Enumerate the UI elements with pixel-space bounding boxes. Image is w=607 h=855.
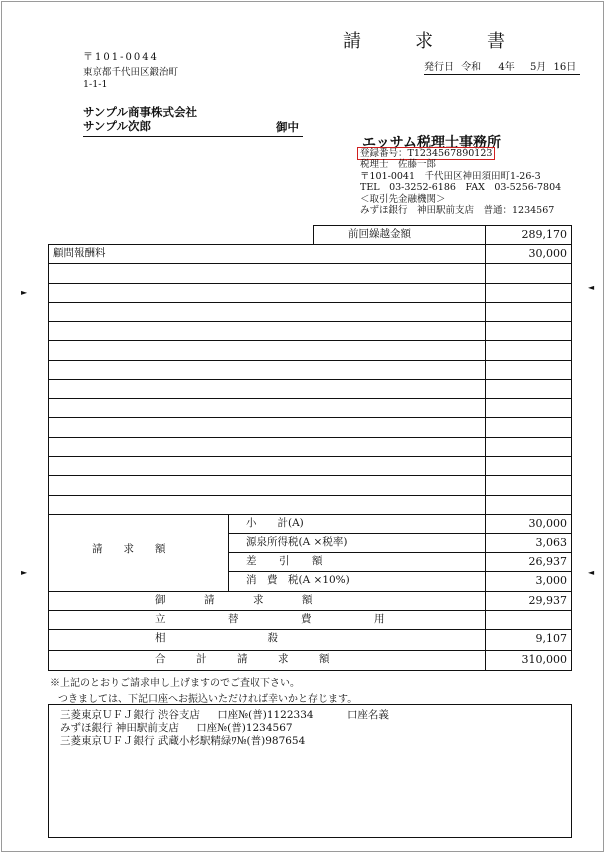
table-grid-line [48,495,572,496]
recipient-person: サンプル次郎 [83,119,151,133]
billing-label: 請 求 額 [92,543,166,555]
recipient-block [83,105,197,133]
recipient-postal: 〒101-0044 [83,52,159,63]
issue-year: 4年 [498,62,515,73]
issuer-bank: みずほ銀行 神田駅前支店 普通：1234567 [360,205,555,216]
issuer-contact: TEL 03-3252-6186 FAX 03-5256-7804 [360,182,562,193]
recipient-company: サンプル商事株式会社 [83,105,197,119]
bank-row-1-bank: 三菱東京ＵＦＪ銀行 渋谷支店 [60,709,200,721]
bank-row-2-account: 口座№(普)1234567 [196,722,293,734]
offset-value: 9,107 [535,632,567,645]
note-line2: つきましては、下記口座へお振込いただければ幸いかと存じます。 [58,694,358,705]
issue-label: 発行日 [424,62,454,73]
total-label: 合 計 請 求 額 [155,653,340,665]
tax-value: 3,000 [535,574,567,587]
table-grid-line [48,456,572,457]
left-marker-bottom: ► [21,568,28,577]
subtotal-label: 小 計(A) [246,517,304,529]
issue-month: 5月 [529,62,547,73]
issuer-info [360,159,561,217]
table-grid-line [48,417,572,418]
carryover-label: 前回繰越金額 [348,228,411,240]
table-grid-line [48,340,572,341]
table-grid-line [48,321,572,322]
table-grid-line [48,398,572,399]
issuer-bank-heading: ＜取引先金融機関＞ [360,193,446,205]
table-grid-line [48,379,572,380]
bank-row-2-bank: みずほ銀行 神田駅前支店 [60,722,179,734]
document-title: 請 求 書 [343,31,523,52]
issue-era: 令和 [461,62,482,73]
issue-date [424,58,580,75]
item-value: 30,000 [528,247,567,260]
recipient-address-line2: 1-1-1 [83,79,108,90]
invoice-value: 29,937 [528,594,567,607]
table-grid-line [48,360,572,361]
recipient-underline [83,136,303,137]
advance-label: 立 替 費 用 [155,613,411,625]
bank-row-1-account: 口座№(普)1122334 [217,709,314,721]
right-marker-bottom: ◄ [588,568,595,577]
diff-value: 26,937 [528,555,567,568]
table-grid-line [48,302,572,303]
total-value: 310,000 [521,653,567,666]
table-grid-line [48,437,572,438]
table-grid-line [48,283,572,284]
note-line1: ※上記のとおりご請求申し上げますのでご査収下さい。 [50,678,300,689]
issuer-person: 税理士 佐藤一郎 [360,159,437,170]
issue-day: 16日 [553,62,577,73]
diff-label: 差 引 額 [246,555,329,567]
tax-label: 消 費 税(A ×10%) [246,574,350,586]
table-grid-line [48,263,572,264]
invoice-label: 御 請 求 額 [155,594,327,606]
bank-row-1-name-label: 口座名義 [346,709,389,721]
subtotal-value: 30,000 [528,517,567,530]
withholding-label: 源泉所得税(A ×税率) [246,536,348,548]
bank-accounts [60,709,389,748]
bank-row-2 [60,722,389,735]
issuer-office: エッサム税理士事務所 [362,135,502,151]
advance-value [486,610,567,629]
recipient-address [83,67,178,91]
carryover-value: 289,170 [521,228,567,241]
item-label: 顧問報酬料 [53,247,106,259]
recipient-honorific: 御中 [276,120,299,134]
bank-row-1 [60,709,389,722]
right-marker-top: ◄ [588,283,595,292]
registration-number: 登録番号：T1234567890123 [357,147,495,160]
offset-label: 相 殺 [155,632,290,644]
table-grid-line [48,475,572,476]
left-marker-top: ► [21,288,28,297]
withholding-value: 3,063 [535,536,567,549]
issuer-address: 〒101-0041 千代田区神田須田町1-26-3 [360,170,541,182]
bank-row-3: 三菱東京ＵＦＪ銀行 武蔵小杉駅精緑ﾜ№(普)987654 [60,735,306,747]
recipient-address-line1: 東京都千代田区鍛治町 [83,67,179,78]
